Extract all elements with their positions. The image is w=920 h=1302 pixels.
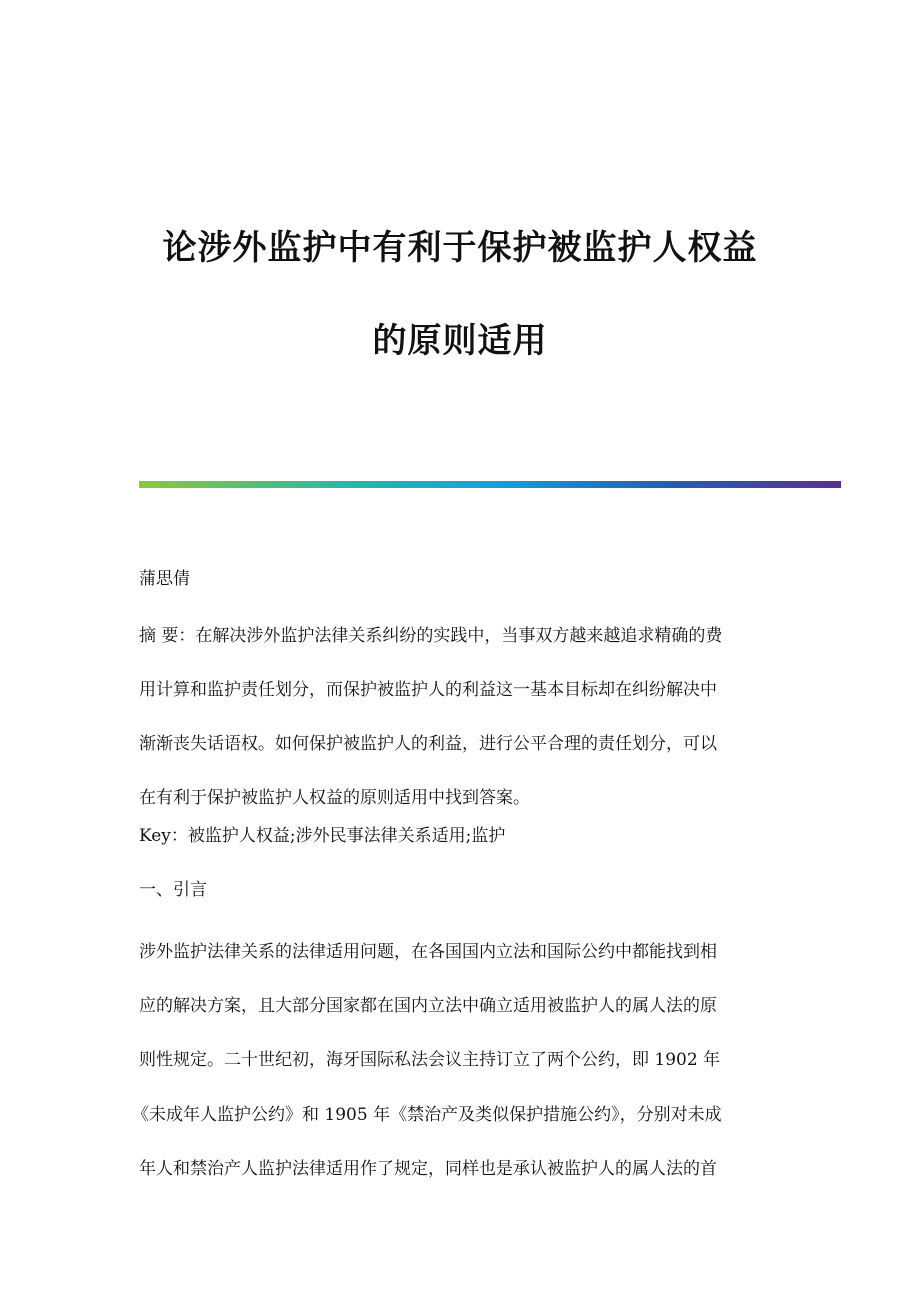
body-line: 应的解决方案，且大部分国家都在国内立法中确立适用被监护人的属人法的原: [139, 996, 717, 1016]
body-line: 《未成年人监护公约》和 1905 年《禁治产及类似保护措施公约》，分别对未成: [132, 1105, 722, 1125]
abstract-line: 渐渐丧失话语权。如何保护被监护人的利益，进行公平合理的责任划分，可以: [139, 734, 717, 754]
keywords: Key：被监护人权益;涉外民事法律关系适用;监护: [139, 826, 506, 846]
abstract-line: 在有利于保护被监护人权益的原则适用中找到答案。: [139, 788, 530, 808]
section-heading: 一、引言: [139, 880, 207, 900]
body-line: 年人和禁治产人监护法律适用作了规定，同样也是承认被监护人的属人法的首: [139, 1159, 717, 1179]
abstract-line: 摘 要：在解决涉外监护法律关系纠纷的实践中，当事双方越来越追求精确的费: [139, 626, 723, 646]
body-line: 涉外监护法律关系的法律适用问题，在各国国内立法和国际公约中都能找到相: [139, 942, 717, 962]
title-line-1: 论涉外监护中有利于保护被监护人权益: [162, 228, 758, 268]
body-line: 则性规定。二十世纪初，海牙国际私法会议主持订立了两个公约，即 1902 年: [139, 1050, 721, 1070]
title-line-2: 的原则适用: [372, 321, 548, 361]
author: 蒲思倩: [139, 569, 190, 589]
abstract-line: 用计算和监护责任划分，而保护被监护人的利益这一基本目标却在纠纷解决中: [139, 680, 717, 700]
gradient-divider: [139, 481, 841, 488]
